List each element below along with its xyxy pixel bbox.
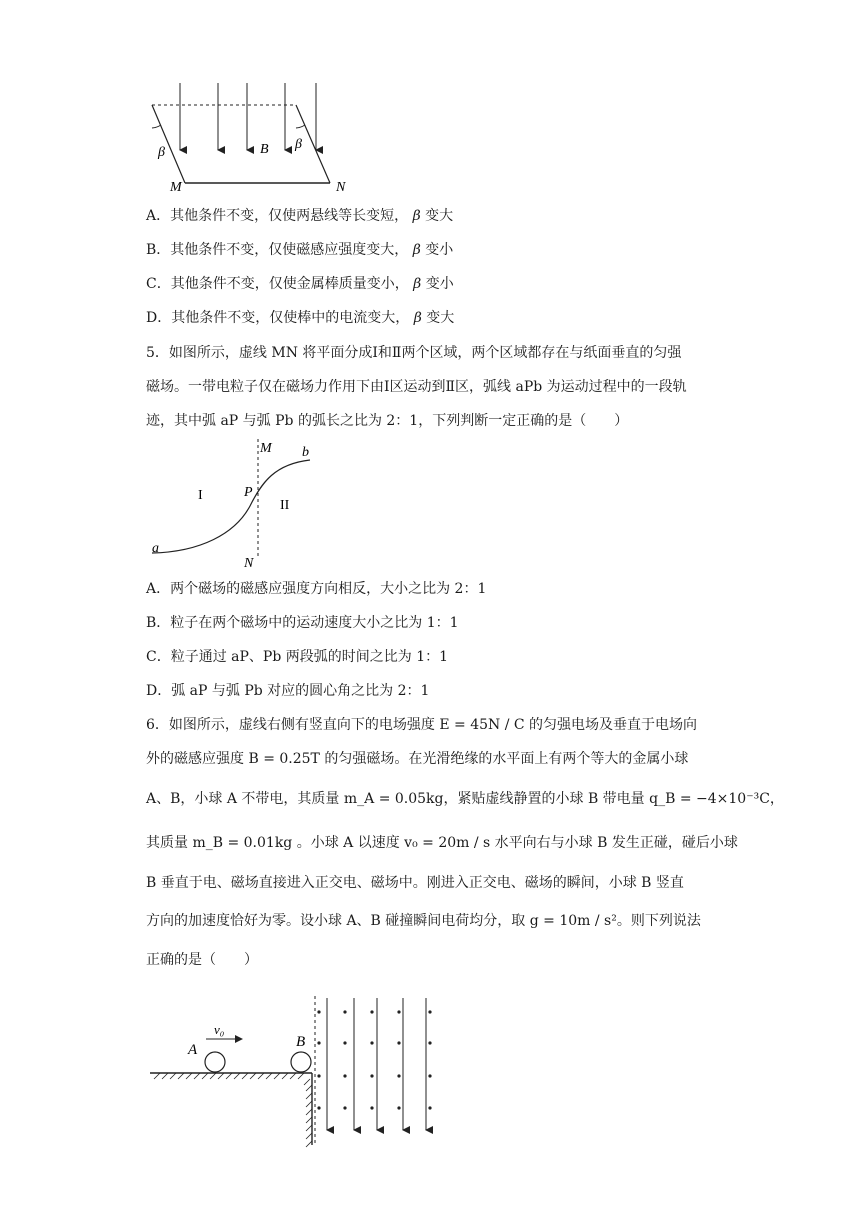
q6-stem-line-5: B 垂直于电、磁场直接进入正交电、磁场中。刚进入正交电、磁场的瞬间，小球 B 竖直 xyxy=(146,875,684,891)
label-a: a xyxy=(152,541,159,556)
region-II-label: II xyxy=(280,498,290,513)
q6-stem-line-6: 方向的加速度恰好为零。设小球 A、B 碰撞瞬间电荷均分，取 g = 10m / s²。则下列说法 xyxy=(146,913,701,929)
ground-hatching xyxy=(154,1073,310,1085)
beta-label-left: β xyxy=(158,145,165,160)
figure-hanging-rod xyxy=(140,78,360,200)
q4-option-c: C．其他条件不变，仅使金属棒质量变小， β 变小 xyxy=(146,276,454,292)
magnetic-field-dots xyxy=(317,1010,431,1109)
label-B: B xyxy=(296,1034,306,1050)
q6-stem-line-4: 其质量 m_B = 0.01kg 。小球 A 以速度 v₀ = 20m / s 水平向右与小球 B 发生正碰，碰后小球 xyxy=(146,835,738,851)
label-M: M xyxy=(170,180,182,195)
q5-option-d: D．弧 aP 与弧 Pb 对应的圆心角之比为 2：1 xyxy=(146,683,430,699)
q4-option-a: A．其他条件不变，仅使两悬线等长变短， β 变大 xyxy=(146,208,454,224)
label-P: P xyxy=(244,485,253,500)
q5-option-c: C．粒子通过 aP、Pb 两段弧的时间之比为 1：1 xyxy=(146,649,449,665)
figure-collision-fields xyxy=(140,990,450,1150)
ball-B xyxy=(291,1052,311,1072)
q6-stem-line-1: 6．如图所示，虚线右侧有竖直向下的电场强度 E = 45N / C 的匀强电场及垂直于电场向 xyxy=(146,717,698,733)
q5-stem-line-3: 迹，其中弧 aP 与弧 Pb 的弧长之比为 2：1，下列判断一定正确的是（ ） xyxy=(146,413,629,429)
q5-stem-line-1: 5．如图所示，虚线 MN 将平面分成Ⅰ和Ⅱ两个区域，两个区域都存在与纸面垂直的匀强 xyxy=(146,345,682,361)
q6-stem-line-2: 外的磁感应强度 B = 0.25T 的匀强磁场。在光滑绝缘的水平面上有两个等大的金属小球 xyxy=(146,751,689,767)
label-A: A xyxy=(188,1042,198,1058)
label-N: N xyxy=(336,180,346,195)
q6-stem-line-3: A、B，小球 A 不带电，其质量 m_A = 0.05kg，紧贴虚线静置的小球 B 带电量 q_B = −4×10⁻³C， xyxy=(146,791,784,807)
label-M: M xyxy=(260,441,272,456)
ball-A xyxy=(205,1052,225,1072)
label-b: b xyxy=(302,445,309,460)
q5-option-b: B．粒子在两个磁场中的运动速度大小之比为 1：1 xyxy=(146,615,459,631)
q6-stem-line-7: 正确的是（ ） xyxy=(146,952,258,968)
q4-option-b: B．其他条件不变，仅使磁感应强度变大， β 变小 xyxy=(146,242,454,258)
q4-option-d: D．其他条件不变，仅使棒中的电流变大， β 变大 xyxy=(146,310,455,326)
q5-stem-line-2: 磁场。一带电粒子仅在磁场力作用下由Ⅰ区运动到Ⅱ区，弧线 aPb 为运动过程中的一段轨 xyxy=(146,379,687,395)
q5-option-a: A．两个磁场的磁感应强度方向相反，大小之比为 2：1 xyxy=(146,581,487,597)
figure-trajectory xyxy=(140,434,340,570)
label-N: N xyxy=(244,556,254,570)
region-I-label: I xyxy=(198,488,203,503)
label-v0: v₀ xyxy=(214,1022,225,1037)
electric-field-arrows xyxy=(327,998,426,1130)
beta-label-right: β xyxy=(295,137,302,152)
field-label-B: B xyxy=(260,142,269,157)
